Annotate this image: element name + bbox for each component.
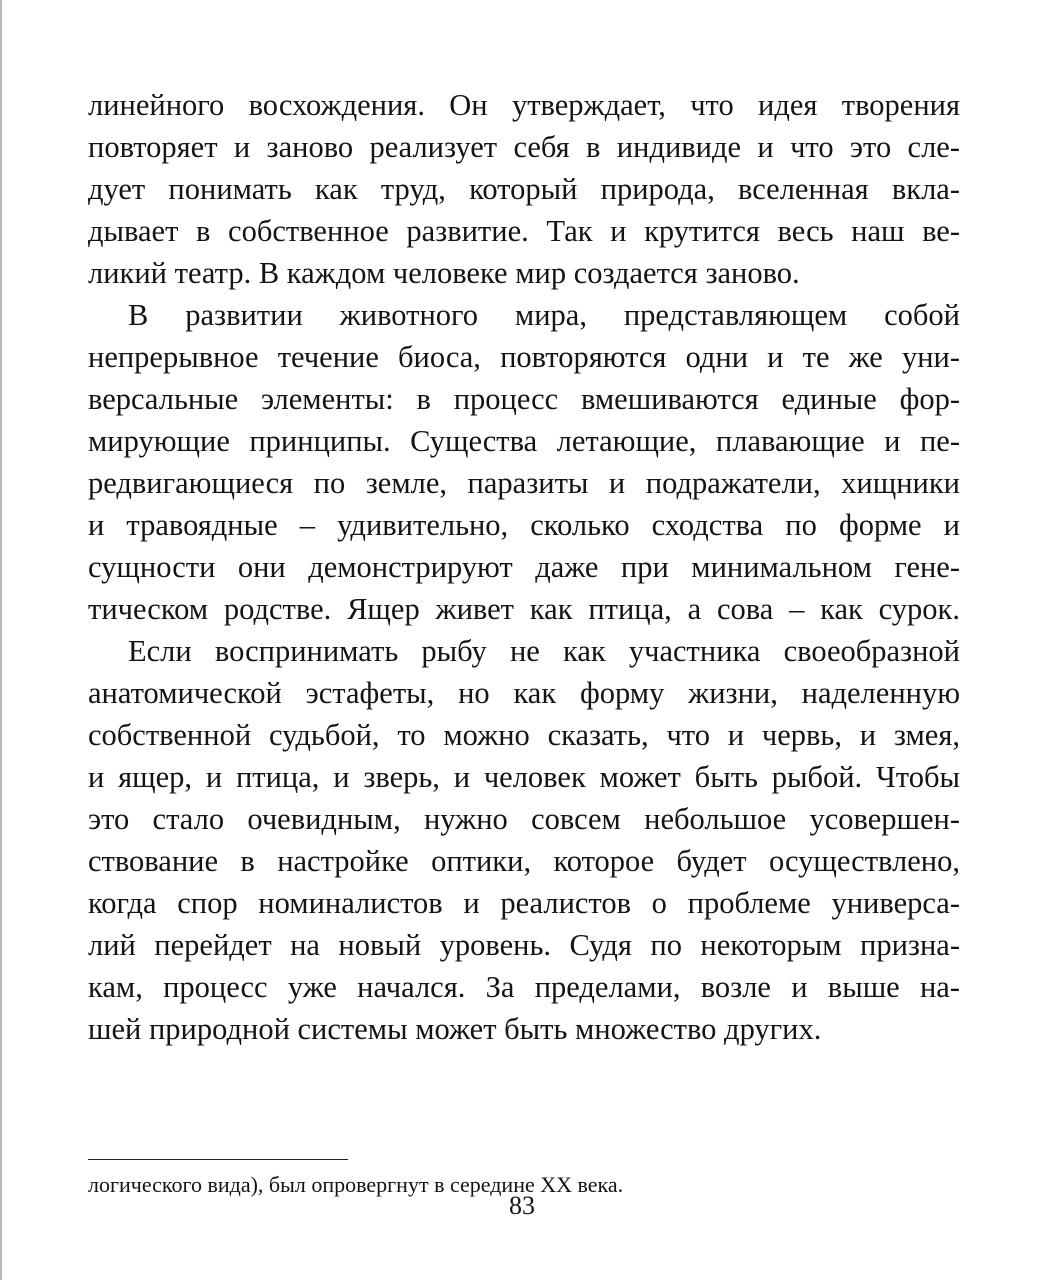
text-line: В развитии животного мира, представляющем собой: [128, 298, 960, 332]
text-line: линейного восхождения. Он утверждает, что идея творения: [88, 88, 960, 122]
page-edge: [0, 0, 2, 1280]
text-line: тическом родстве. Ящер живет как птица, а сова – как сурок.: [88, 592, 960, 626]
text-line: редвигающиеся по земле, паразиты и подражатели, хищники: [88, 466, 960, 500]
text-line: и травоядные – удивительно, сколько сходства по форме и: [88, 508, 960, 542]
text-line: когда спор номиналистов и реалистов о проблеме универса-: [88, 886, 960, 920]
text-line: сущности они демонстрируют даже при минимальном гене-: [88, 550, 960, 584]
footnote-text: логического вида), был опровергнут в середине XX века.: [88, 1172, 624, 1197]
text-line: Если воспринимать рыбу не как участника своеобразной: [128, 634, 960, 668]
page-number: 83: [509, 1191, 535, 1220]
text-line: повторяет и заново реализует себя в индивиде и что это сле-: [88, 130, 960, 164]
text-line: дывает в собственное развитие. Так и крутится весь наш ве-: [88, 214, 960, 248]
text-line: дует понимать как труд, который природа, вселенная вкла-: [88, 172, 960, 206]
text-line: и ящер, и птица, и зверь, и человек может быть рыбой. Чтобы: [88, 760, 960, 794]
body-text: [88, 84, 960, 1050]
text-line: непрерывное течение биоса, повторяются одни и те же уни-: [88, 340, 960, 374]
text-line: ликий театр. В каждом человеке мир создается заново.: [88, 256, 800, 290]
text-line: ствование в настройке оптики, которое будет осуществлено,: [88, 844, 960, 878]
text-line: мирующие принципы. Существа летающие, плавающие и пе-: [88, 424, 960, 458]
text-line: лий перейдет на новый уровень. Судя по некоторым призна-: [88, 928, 960, 962]
text-line: шей природной системы может быть множество других.: [88, 1012, 822, 1046]
text-line: собственной судьбой, то можно сказать, что и червь, и змея,: [88, 718, 960, 752]
text-line: это стало очевидным, нужно совсем небольшое усовершен-: [88, 802, 960, 836]
text-line: анатомической эстафеты, но как форму жизни, наделенную: [88, 676, 960, 710]
text-line: версальные элементы: в процесс вмешиваются единые фор-: [88, 382, 960, 416]
footnote-divider: [88, 1159, 348, 1160]
text-line: кам, процесс уже начался. За пределами, возле и выше на-: [88, 970, 960, 1004]
